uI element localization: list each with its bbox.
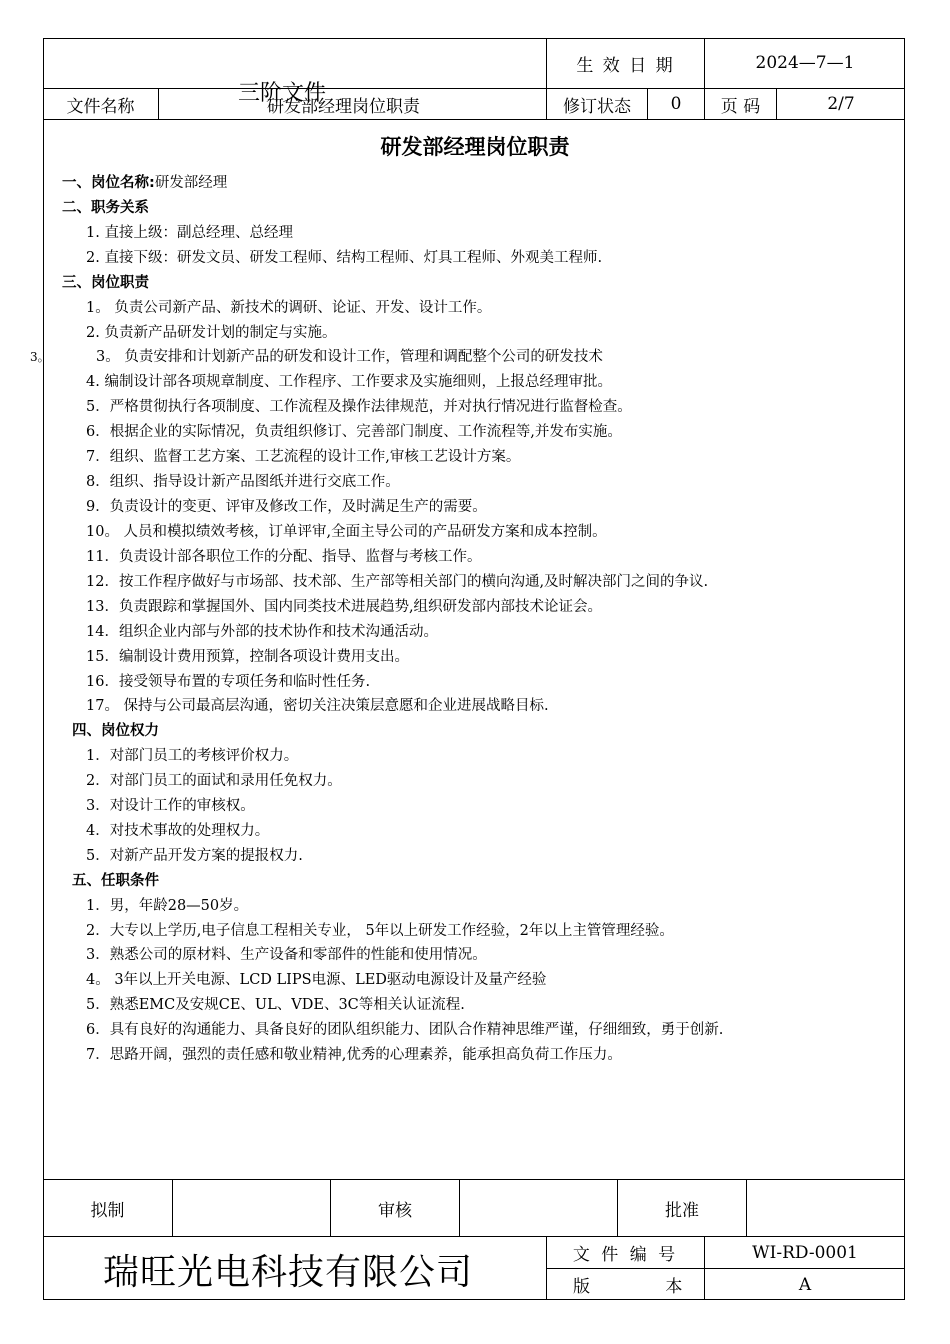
list-item: 5．严格贯彻执行各项制度、工作流程及操作法律规范，并对执行情况进行监督检查。 bbox=[86, 399, 632, 415]
company-name: 瑞旺光电科技有限公司 bbox=[103, 1252, 474, 1293]
list-item: 17。 保持与公司最高层沟通，密切关注决策层意愿和企业进展战略目标. bbox=[86, 698, 549, 714]
margin-mark: 3。 bbox=[30, 350, 50, 364]
section-4-heading: 四、岗位权力 bbox=[72, 723, 159, 739]
section-2-heading: 二、职务关系 bbox=[62, 200, 149, 216]
doc-name-value: 研发部经理岗位职责 bbox=[267, 96, 420, 117]
list-item: 9．负责设计的变更、评审及修改工作，及时满足生产的需要。 bbox=[86, 499, 487, 515]
list-item: 10。 人员和模拟绩效考核，订单评审,全面主导公司的产品研发方案和成本控制。 bbox=[86, 524, 607, 540]
section-1-label: 一、岗位名称: bbox=[62, 175, 155, 191]
doc-no-value: WI-RD-0001 bbox=[752, 1242, 858, 1263]
list-item: 8．组织、指导设计新产品图纸并进行交底工作。 bbox=[86, 474, 400, 490]
list-item: 1．对部门员工的考核评价权力。 bbox=[86, 748, 299, 764]
document-title: 研发部经理岗位职责 bbox=[380, 135, 570, 159]
version-value: A bbox=[798, 1274, 812, 1295]
doc-no-label: 文 件 编 号 bbox=[572, 1245, 679, 1265]
list-item: 3．对设计工作的审核权。 bbox=[86, 798, 255, 814]
list-item: 2．对部门员工的面试和录用任免权力。 bbox=[86, 773, 342, 789]
list-item: 13．负责跟踪和掌握国外、国内同类技术进展趋势,组织研发部内部技术论证会。 bbox=[86, 599, 603, 615]
list-item: 3。 负责安排和计划新产品的研发和设计工作，管理和调配整个公司的研发技术 bbox=[96, 349, 603, 365]
reviewed-label: 审核 bbox=[378, 1200, 412, 1221]
reviewed-value bbox=[460, 1180, 617, 1236]
list-item: 5．对新产品开发方案的提报权力. bbox=[86, 848, 303, 864]
page-label: 页 码 bbox=[720, 96, 761, 117]
drafted-label: 拟制 bbox=[90, 1200, 125, 1221]
list-item: 4．对技术事故的处理权力。 bbox=[86, 823, 270, 839]
version-label bbox=[547, 1269, 704, 1300]
list-item: 3．熟悉公司的原材料、生产设备和零部件的性能和使用情况。 bbox=[86, 947, 487, 963]
list-item: 2. 直接下级：研发文员、研发工程师、结构工程师、灯具工程师、外观美工程师. bbox=[86, 250, 603, 266]
list-item: 7．组织、监督工艺方案、工艺流程的设计工作,审核工艺设计方案。 bbox=[86, 449, 521, 465]
section-3-heading: 三、岗位职责 bbox=[62, 275, 149, 291]
list-item: 5．熟悉EMC及安规CE、UL、VDE、3C等相关认证流程. bbox=[86, 997, 465, 1013]
drafted-value bbox=[173, 1180, 330, 1236]
list-item: 2. 负责新产品研发计划的制定与实施。 bbox=[86, 325, 337, 341]
list-item: 1．男，年龄28—50岁。 bbox=[86, 898, 249, 914]
list-item: 16．接受领导布置的专项任务和临时性任务. bbox=[86, 674, 371, 690]
tier-overlay-text: 三阶文件 bbox=[238, 81, 327, 106]
list-item: 4。 3年以上开关电源、LCD LIPS电源、LED驱动电源设计及量产经验 bbox=[86, 972, 547, 988]
effective-date-label: 生 效 日 期 bbox=[576, 55, 675, 76]
effective-date-value: 2024—7—1 bbox=[755, 53, 855, 73]
approved-value bbox=[747, 1180, 905, 1236]
list-item: 2．大专以上学历,电子信息工程相关专业， 5年以上研发工作经验，2年以上主管管理经验。 bbox=[86, 923, 674, 939]
revision-value: 0 bbox=[670, 94, 682, 114]
list-item: 6．根据企业的实际情况，负责组织修订、完善部门制度、工作流程等,并发布实施。 bbox=[86, 424, 622, 440]
section-1 bbox=[62, 176, 227, 191]
header-divider-2 bbox=[43, 119, 905, 120]
list-item: 6．具有良好的沟通能力、具备良好的团队组织能力、团队合作精神思维严谨，仔细细致，勇于创新. bbox=[86, 1022, 724, 1038]
list-item: 14．组织企业内部与外部的技术协作和技术沟通活动。 bbox=[86, 624, 438, 640]
list-item: 7．思路开阔，强烈的责任感和敬业精神,优秀的心理素养，能承担高负荷工作压力。 bbox=[86, 1047, 622, 1063]
list-item: 11．负责设计部各职位工作的分配、指导、监督与考核工作。 bbox=[86, 549, 482, 565]
approved-label: 批准 bbox=[665, 1200, 699, 1221]
revision-label: 修订状态 bbox=[563, 96, 631, 117]
list-item: 1. 直接上级：副总经理、总经理 bbox=[86, 225, 293, 241]
section-1-value: 研发部经理 bbox=[154, 175, 228, 191]
page-value: 2/7 bbox=[827, 94, 855, 114]
list-item: 15．编制设计费用预算，控制各项设计费用支出。 bbox=[86, 649, 409, 665]
list-item: 1。 负责公司新产品、新技术的调研、论证、开发、设计工作。 bbox=[86, 300, 492, 316]
list-item: 4. 编制设计部各项规章制度、工作程序、工作要求及实施细则，上报总经理审批。 bbox=[86, 374, 612, 390]
section-5-heading: 五、任职条件 bbox=[72, 873, 159, 889]
version-label-text: 版 本 bbox=[573, 1277, 683, 1297]
doc-name-label: 文件名称 bbox=[66, 96, 135, 117]
list-item: 12．按工作程序做好与市场部、技术部、生产部等相关部门的横向沟通,及时解决部门之间的争议. bbox=[86, 574, 709, 590]
